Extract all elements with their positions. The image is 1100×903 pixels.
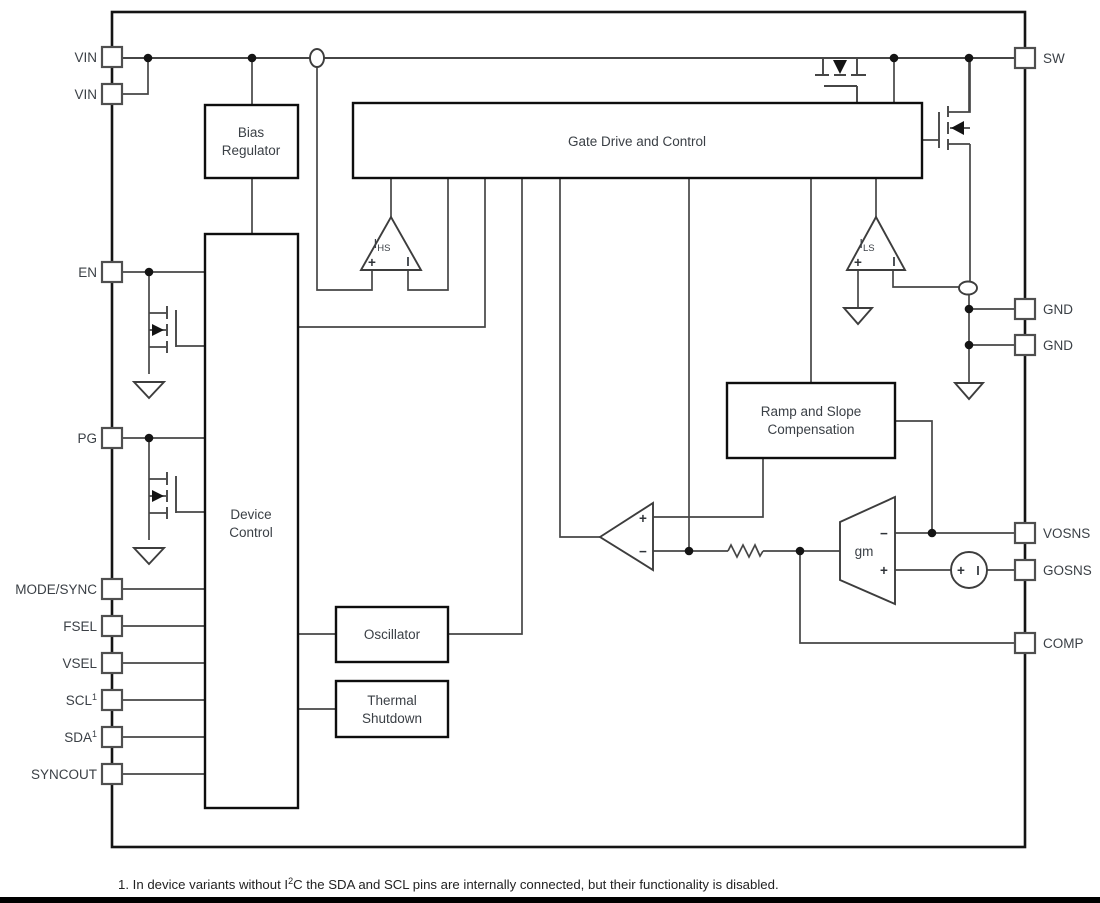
gm-label: gm: [854, 544, 874, 559]
pin-sda: [102, 727, 122, 747]
pin-syncout: [102, 764, 122, 784]
bottom-rule-bar: [0, 897, 1100, 903]
pin-fsel: [102, 616, 122, 636]
ramp-slope-label-1: Ramp and Slope: [760, 404, 862, 419]
pwm-comparator: [600, 503, 653, 570]
device-control-label-2: Control: [229, 525, 273, 540]
thermal-shutdown-label-1: Thermal: [367, 693, 417, 708]
pin-label-vin-1: VIN: [74, 50, 97, 65]
low-side-fet: [922, 58, 970, 150]
pin-en: [102, 262, 122, 282]
block-gate-drive: [353, 103, 922, 178]
pin-label-vin-2: VIN: [74, 87, 97, 102]
pin-scl: [102, 690, 122, 710]
vin-current-sense-ellipse: [310, 49, 324, 67]
pin-label-sda: SDA$^1$: [64, 729, 97, 745]
pin-comp: [1015, 633, 1035, 653]
pin-gnd-2: [1015, 335, 1035, 355]
ihs-label: $I_{HS}$: [373, 236, 391, 254]
block-thermal-shutdown: [336, 681, 448, 737]
device-control-label-1: Device: [230, 507, 272, 522]
right-pin-labels: [1043, 51, 1092, 651]
offset-voltage-source: [951, 552, 987, 588]
ils-label: $I_{LS}$: [859, 236, 875, 254]
pin-label-vosns: VOSNS: [1043, 526, 1091, 541]
block-ramp-slope-compensation: [727, 383, 895, 458]
pin-pg: [102, 428, 122, 448]
ils-sense-amp: [847, 217, 905, 270]
bias-regulator-label-2: Regulator: [221, 143, 281, 158]
source-plus-sign: +: [957, 563, 965, 578]
pin-vin-1: [102, 47, 122, 67]
ils-plus-sign: +: [854, 255, 862, 270]
pin-label-gosns: GOSNS: [1043, 563, 1092, 578]
pin-vosns: [1015, 523, 1035, 543]
high-side-fet: [815, 58, 866, 103]
pin-label-gnd-2: GND: [1043, 338, 1073, 353]
comparator-minus-sign: −: [639, 544, 647, 559]
pin-label-syncout: SYNCOUT: [30, 767, 97, 782]
comparator-plus-sign: +: [639, 511, 647, 526]
pin-label-mode-sync: MODE/SYNC: [15, 582, 97, 597]
pin-label-scl: SCL$^1$: [65, 692, 97, 708]
pin-mode-sync: [102, 579, 122, 599]
pin-vin-2: [102, 84, 122, 104]
pin-sw: [1015, 48, 1035, 68]
block-oscillator: [336, 607, 448, 662]
gnd-arrow-sw: [955, 383, 983, 399]
pin-label-pg: PG: [77, 431, 97, 446]
gnd-arrow-pg: [134, 548, 164, 564]
pin-label-sw: SW: [1043, 51, 1065, 66]
pin-gnd-1: [1015, 299, 1035, 319]
gate-drive-label: Gate Drive and Control: [567, 134, 707, 149]
pin-label-gnd-1: GND: [1043, 302, 1073, 317]
left-pin-labels: [15, 50, 97, 782]
pin-label-en: EN: [78, 265, 97, 280]
gm-plus-sign: +: [880, 563, 888, 578]
oscillator-label: Oscillator: [363, 627, 421, 642]
ramp-slope-label-2: Compensation: [767, 422, 855, 437]
pin-label-fsel: FSEL: [63, 619, 97, 634]
ihs-plus-sign: +: [368, 255, 376, 270]
thermal-shutdown-label-2: Shutdown: [361, 711, 423, 726]
pin-vsel: [102, 653, 122, 673]
wires-sw-gnd-chain: [969, 144, 1016, 383]
pin-gosns: [1015, 560, 1035, 580]
gm-error-amp: [840, 497, 895, 604]
ihs-out-label: I: [406, 255, 410, 269]
ils-out-label: I: [892, 255, 896, 269]
gnd-arrow-en: [134, 382, 164, 398]
ihs-sense-amp: [361, 217, 421, 270]
gnd-current-sense-ellipse: [959, 282, 977, 295]
pin-label-comp: COMP: [1043, 636, 1084, 651]
footnote: 1. In device variants without $I^2C$ the SDA and SCL pins are internally connected, but their functionality is disabled.: [118, 876, 779, 892]
pg-pulldown-fet: [134, 439, 205, 564]
en-pulldown-fet: [134, 273, 205, 398]
pin-label-vsel: VSEL: [62, 656, 97, 671]
gm-minus-sign: −: [880, 526, 888, 541]
block-device-control: [205, 234, 298, 808]
source-bar-sign: I: [976, 564, 980, 578]
block-bias-regulator: [205, 105, 298, 178]
bias-regulator-label-1: Bias: [237, 125, 265, 140]
resistor: [728, 545, 763, 557]
gnd-arrow-ils: [844, 308, 872, 324]
